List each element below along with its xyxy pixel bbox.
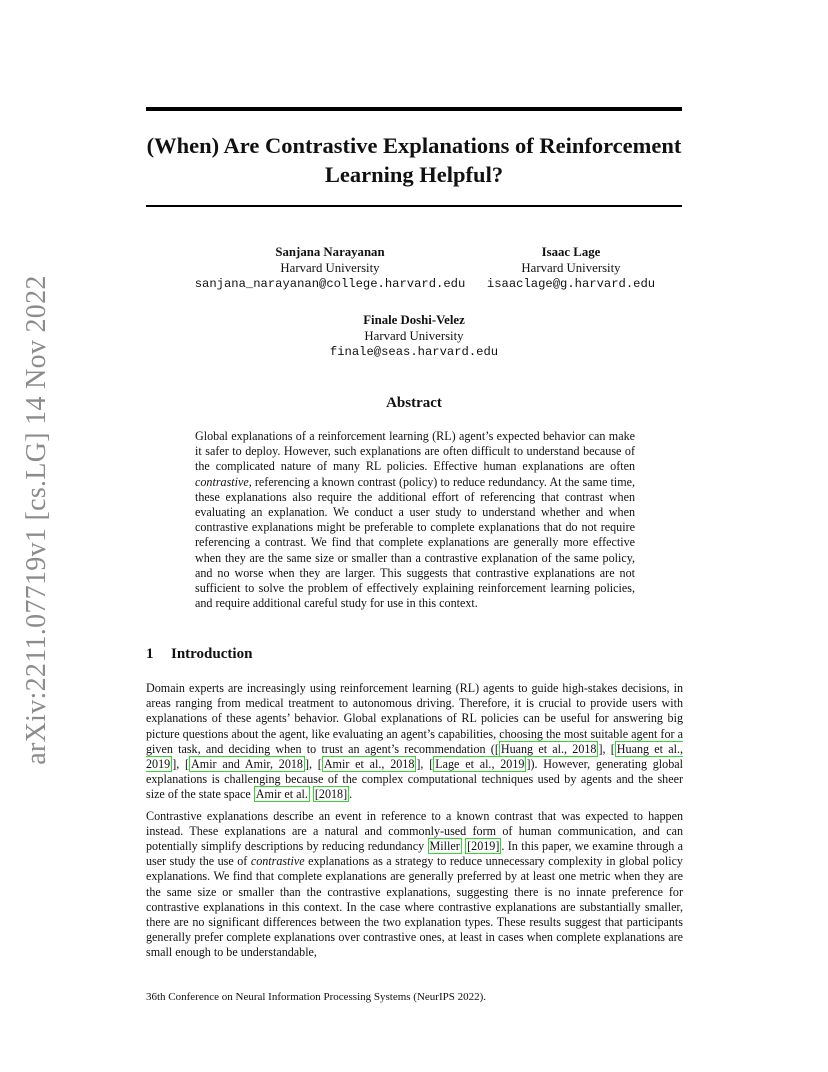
citation-link[interactable]: Huang et al., 2019 [146, 741, 683, 772]
author-email[interactable]: isaaclage@g.harvard.edu [486, 277, 656, 291]
title-rule-top [146, 107, 682, 111]
author-name: Sanjana Narayanan [275, 245, 385, 259]
paragraph: Domain experts are increasingly using reinforcement learning (RL) agents to guide high-stakes decisions, in areas ranging from medical treatment to autonomous driving. Therefore, it is crucial to provide users with explanations of these agents’ behavior. Global explanations of RL policies can be useful for answering big picture questions about the agent, like evaluating an agent’s capabilities, choosing the most suitable agent for a given task, and deciding when to trust an agent’s recommendation ([ Huang et al., 2018 ], [ Huang et al., 2019 ], [ Amir and Amir, 2018 ], [ Amir et al., 2018 ], [ Lage et al., 2019 ]). However, generating global explanations is challenging because of the complex computational techniques used by agents and the sheer size of the state space Amir et al. [2018] . [146, 681, 683, 802]
citation-link[interactable]: Huang et al., 2018 [500, 741, 597, 756]
author-block [471, 244, 671, 292]
author-block [180, 244, 480, 292]
section-heading-introduction [146, 646, 682, 663]
paper-title: (When) Are Contrastive Explanations of Reinforcement Learning Helpful? [146, 133, 682, 187]
author-name: Isaac Lage [541, 245, 601, 259]
citation-link[interactable]: Miller [429, 839, 460, 854]
citation-link[interactable]: Amir and Amir, 2018 [191, 757, 303, 772]
author-affiliation: Harvard University [364, 329, 464, 343]
emphasis: contrastive [250, 854, 305, 869]
author-block [264, 312, 564, 360]
citation-link[interactable]: Amir et al. [255, 787, 308, 802]
citation-link[interactable]: Lage et al., 2019 [435, 757, 525, 772]
author-email[interactable]: finale@seas.harvard.edu [329, 345, 499, 359]
arxiv-identifier: arXiv:2211.07719v1 [cs.LG] 14 Nov 2022 [21, 275, 52, 765]
abstract-heading: Abstract [386, 395, 442, 411]
conference-footnote: 36th Conference on Neural Information Processing Systems (NeurIPS 2022). [146, 991, 487, 1003]
introduction-body [146, 681, 683, 967]
section-title: Introduction [171, 646, 253, 662]
author-name: Finale Doshi-Velez [363, 313, 465, 327]
abstract-text: Global explanations of a reinforcement learning (RL) agent’s expected behavior can make it safer to deploy. However, such explanations are often difficult to understand because of the complicated nature of many RL policies. Effective human explanations are often contrastive, referencing a known contrast (policy) to reduce redundancy. At the same time, these explanations also require the additional effort of referencing that contrast when evaluating an explanation. We conduct a user study to understand whether and when contrastive explanations might be preferable to complete explanations that do not require referencing a contrast. We find that complete explanations are generally more effective when they are the same size or smaller than a contrastive explanation of the same policy, and no worse when they are larger. This suggests that contrastive explanations are not sufficient to solve the problem of effectively explaining reinforcement learning policies, and require additional careful study for use in this context. [195, 429, 635, 611]
paragraph: Contrastive explanations describe an event in reference to a known contrast that was expected to happen instead. These explanations are a natural and commonly-used form of human communication, and can potentially simplify descriptions by reducing redundancy Miller [2019] . In this paper, we examine through a user study the use of contrastive explanations as a strategy to reduce unnecessary complexity in global policy explanations. We find that complete explanations are generally preferred by at least one metric when they are the same size or smaller than the contrastive explanations, suggesting there is no innate preference for contrastive explanations in this context. In the case where contrastive explanations are substantially smaller, there are no significant differences between the two explanation types. These results suggest that participants generally prefer complete explanations over contrastive ones, at least in cases when complete explanations are small enough to be understandable, [146, 808, 683, 960]
emphasis: contrastive [195, 474, 249, 489]
title-rule-bottom [146, 205, 682, 207]
citation-link[interactable]: [2018] [314, 787, 348, 802]
citation-link[interactable]: [2019] [467, 839, 500, 854]
author-affiliation: Harvard University [521, 261, 621, 275]
section-number: 1 [146, 646, 154, 662]
citation-link[interactable]: Amir et al., 2018 [323, 757, 415, 772]
author-email[interactable]: sanjana_narayanan@college.harvard.edu [194, 277, 466, 291]
author-affiliation: Harvard University [280, 261, 380, 275]
